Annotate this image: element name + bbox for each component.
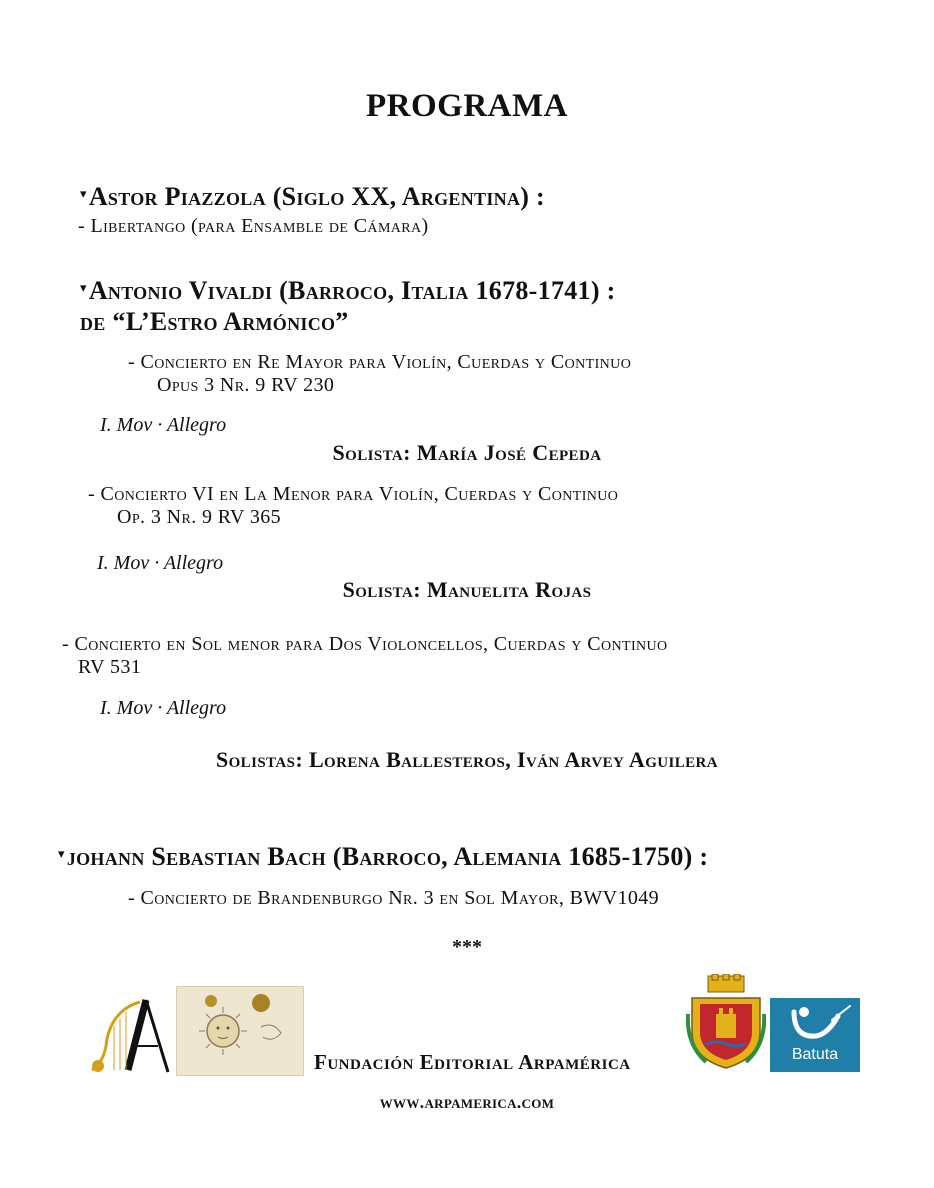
composer-vivaldi-subtitle: de “L’Estro Armónico” — [80, 307, 349, 336]
batuta-figure-icon — [770, 998, 860, 1048]
work-vivaldi-3-line1: - Concierto en Sol menor para Dos Violoncellos, Cuerdas y Continuo — [62, 633, 668, 655]
work-vivaldi-1-line2: Opus 3 Nr. 9 RV 230 — [157, 374, 335, 396]
work-vivaldi-1-line1: - Concierto en Re Mayor para Violín, Cuerdas y Continuo — [128, 351, 632, 373]
coat-of-arms-icon — [686, 974, 766, 1070]
coat-of-arms — [686, 974, 766, 1070]
bullet-icon: ▾ — [80, 280, 87, 295]
page-title: PROGRAMA — [366, 88, 568, 124]
work-vivaldi-2-line1: - Concierto VI en La Menor para Violín, Cuerdas y Continuo — [88, 483, 619, 505]
soloist-vivaldi-2: Solista: Manuelita Rojas — [342, 577, 592, 602]
batuta-logo — [770, 998, 860, 1072]
composer-piazzolla-label: Astor Piazzola (Siglo XX, Argentina) : — [88, 182, 545, 211]
composer-piazzolla — [80, 182, 545, 212]
soloist-vivaldi-1: Solista: María José Cepeda — [332, 440, 602, 465]
website-url[interactable]: www.arpamerica.com — [379, 1092, 555, 1112]
soloists-vivaldi-3: Solistas: Lorena Ballesteros, Iván Arvey Aguilera — [215, 747, 719, 772]
work-vivaldi-2-line2: Op. 3 Nr. 9 RV 365 — [117, 506, 282, 528]
arpamerica-logo — [88, 996, 174, 1076]
bullet-icon: ▾ — [58, 846, 65, 861]
batuta-label: Batuta — [791, 1046, 839, 1063]
composer-vivaldi-label: Antonio Vivaldi (Barroco, Italia 1678-1741) : — [88, 276, 616, 305]
work-vivaldi-3-line2: RV 531 — [78, 656, 142, 678]
movement-vivaldi-2: I. Mov · Allegro — [97, 552, 224, 574]
harp-letter-a-icon — [88, 996, 174, 1076]
composer-bach-label: johann Sebastian Bach (Barroco, Alemania 1685-1750) : — [66, 842, 709, 871]
movement-vivaldi-3: I. Mov · Allegro — [100, 697, 227, 719]
work-brandenburg: - Concierto de Brandenburgo Nr. 3 en Sol Mayor, BWV1049 — [128, 887, 660, 909]
foundation-name: Fundación Editorial Arpamérica — [314, 1050, 631, 1074]
separator: *** — [452, 936, 482, 958]
bullet-icon: ▾ — [80, 186, 87, 201]
sun-face-sketch-icon — [177, 987, 303, 1075]
work-libertango: - Libertango (para Ensamble de Cámara) — [78, 215, 429, 237]
composer-bach — [58, 842, 708, 872]
composer-vivaldi — [80, 276, 616, 306]
movement-vivaldi-1: I. Mov · Allegro — [100, 414, 227, 436]
sun-drawing-image — [176, 986, 304, 1076]
